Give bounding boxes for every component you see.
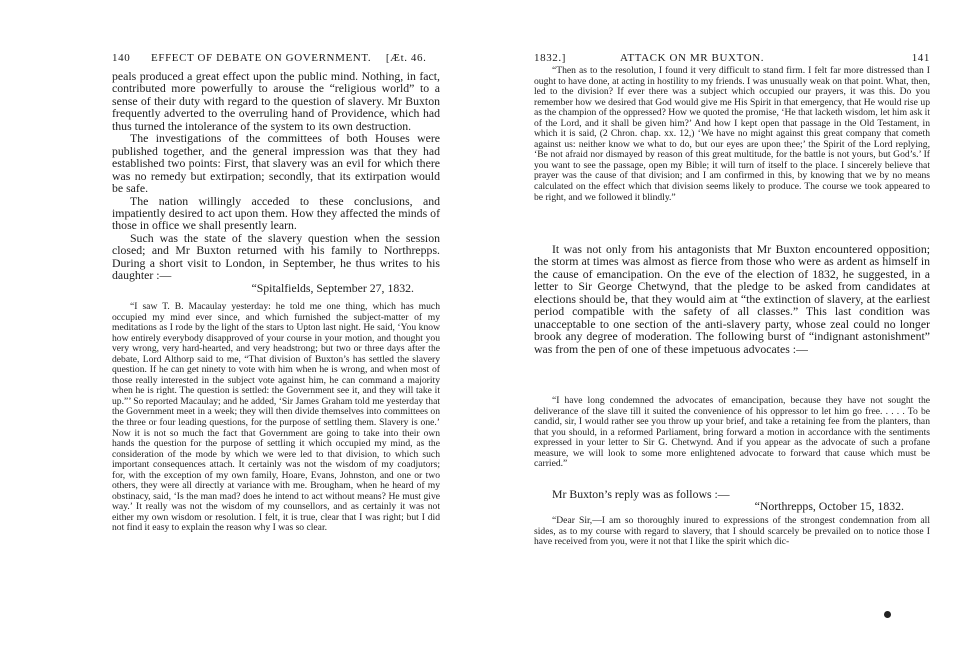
year-note: 1832.] xyxy=(534,52,567,64)
reply-intro: Mr Buxton’s reply was as follows :— xyxy=(552,487,730,501)
letter-heading: “Spitalfields, September 27, 1832. xyxy=(251,280,414,295)
left-page-number: 140 xyxy=(112,52,131,64)
paragraph: Such was the state of the slavery question when the session closed; and Mr Buxton returned with his family to Northrepps. During a short visit to London, in September, he thus writes to his daughter :— xyxy=(112,230,440,283)
left-running-header xyxy=(112,52,426,64)
letter-continued: “Then as to the resolution, I found it very difficult to stand firm. I felt far more distressed than I ought to have done, at acting in hostility to my friends. I was unusually weak on that point. What, then, led to the division? If ever there was a subject which occupied our prayers, it was this. Do you remember how we desired that God would give me His Spirit in that emergency, that He would rise up as the champion of the oppressed? How we quoted the promise, ‘He that lacketh wisdom, let him ask it of the Lord, and it shall be given him?’ And how I kept open that passage in the Old Testament, in which it is said, (2 Chron. chap. xx. 12,) ‘We have no might against this great company that cometh against us: neither know we what to do, but our eyes are upon thee;’ the Spirit of the Lord replying, ‘Be not afraid nor dismayed by reason of this great multitude, for the battle is not yours, but God’s.’ If you want to see the passage, open my Bible; it will turn of itself to the place. I sincerely believe that prayer was the cause of that division; and I am confirmed in this, by knowing that we by no means calculated on the effect which that division seems likely to produce. The course we took appeared to be right, and we followed it blindly.” xyxy=(534,65,930,203)
right-running-title: ATTACK ON MR BUXTON. xyxy=(620,52,765,64)
page-dot-mark xyxy=(884,611,891,618)
reply-text: “Dear Sir,—I am so thoroughly inured to expressions of the strongest condemnation from all sides, as to my course with regard to slavery, that I should scarcely be prevailed on to notice those I have received from you, were it not that I like the spirit which dic- xyxy=(534,515,930,548)
quote-text: “I have long condemned the advocates of emancipation, because they have not sought the deliverance of the slave till it suited the convenience of his oppressor to let him go free. . . . . To be candid, sir, I would rather see you throw up your brief, and take a retaining fee from the planters, than that you should, in a reformed Parliament, bring forward a motion in accordance with the sentiments expressed in your letter to Sir G. Chetwynd. And if you appear as the advocate of such a profane measure, we will look to some more enlightened advocate to forward that cause which must be carried.” xyxy=(534,395,930,470)
body-paragraph: It was not only from his antagonists that Mr Buxton encountered opposition; the storm at times was almost as fierce from those who were as ardent as himself in the cause of emancipation. On the eve of the election of 1832, he suggested, in a letter to Sir George Chetwynd, that the pledge to be asked from candidates at elections should be, that they would aim at “the extinction of slavery, at the earliest period compatible with the safety of all classes.” This last condition was unacceptable to one section of the anti-slavery party, whose zeal could no longer brook any degree of moderation. The following burst of “indignant astonishment” was from the pen of one of these impetuous advocates :— xyxy=(534,242,930,356)
reply-heading: “Northrepps, October 15, 1832. xyxy=(754,499,904,514)
left-running-title: EFFECT OF DEBATE ON GOVERNMENT. xyxy=(151,52,372,64)
paragraph: peals produced a great effect upon the public mind. Nothing, in fact, contributed more powerfully to arouse the “religious world” to a sense of their duty with regard to the question of slavery. Mr Buxton frequently adverted to the overruling hand of Providence, which had thus turned the intolerance of the system to its own destruction. xyxy=(112,69,440,133)
letter-text: “I saw T. B. Macaulay yesterday: he told me one thing, which has much occupied my mind ever since, and which furnished the subject-matter of my meditations as I rode by the light of the stars to Upton last night. He said, ‘You know how entirely everybody disapproved of your course in your motion, and thought you very wrong, very hard-hearted, and very headstrong; but two or three days after the debate, Lord Althorp said to me, “That division of Buxton’s has settled the slavery question. If he can get ninety to vote with him when he is wrong, and when most of those really interested in the subject vote against him, he can command a majority when he is right. The question is settled: the Government see it, and they will take it up.”’ So reported Macaulay; and he added, ‘Sir James Graham told me yesterday that the Government meet in a week; they will then divide themselves into committees on the three or four leading questions, for the purpose of settling them. Slavery is one.’ Now it is not so much the fact that Government are going to take into their own hands the question for the purpose of settling it which occupied my mind, as the consideration of the mode by which we were led to that division, to which such important consequences attach. It certainly was not the wisdom of my coadjutors; for, with the exception of my own family, Hoare, Evans, Johnston, and one or two others, they were all directly at variance with me. Brougham, when he heard of my obstinacy, said, ‘Is the man mad? does he intend to act without means? He must give way.’ It really was not the wisdom of my counsellors, and as certainly it was not either my own wisdom or resolution. I felt, it is true, clear that I was right; but I did not find it easy to explain the reason why I was so clear. xyxy=(112,301,440,534)
right-page xyxy=(490,0,980,647)
paragraph: The nation willingly acceded to these conclusions, and impatiently desired to act upon them. How they affected the minds of those in office we shall presently learn. xyxy=(112,193,440,233)
right-page-number: 141 xyxy=(911,52,930,64)
age-note: [Æt. 46. xyxy=(385,52,427,64)
right-running-header xyxy=(534,52,930,64)
paragraph: The investigations of the committees of both Houses were published together, and the general impression was that they had established two points: First, that slavery was an evil for which there was no remedy but extirpation; secondly, that its extirpation would be safe. xyxy=(112,131,440,196)
reply-block xyxy=(534,488,930,513)
left-body-text xyxy=(112,70,440,294)
